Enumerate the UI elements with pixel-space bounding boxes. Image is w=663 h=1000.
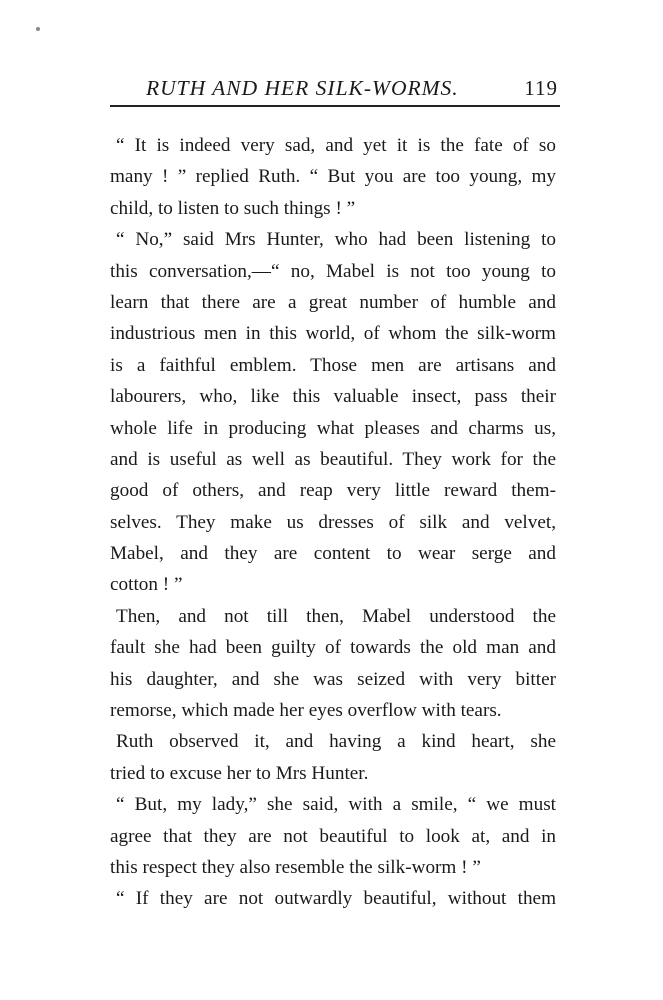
page-number: 119 bbox=[524, 76, 558, 100]
text-line: “ But, my lady,” she said, with a smile, “ we must bbox=[116, 794, 556, 816]
text-line: remorse, which made her eyes overflow with tears. bbox=[110, 700, 502, 722]
text-line: industrious men in this world, of whom the silk-worm bbox=[110, 323, 556, 345]
text-line: his daughter, and she was seized with very bitter bbox=[110, 668, 556, 690]
text-line: “ It is indeed very sad, and yet it is the fate of so bbox=[116, 135, 556, 156]
text-line: whole life in producing what pleases and charms us, bbox=[110, 417, 556, 439]
text-line: this respect they also resemble the silk-worm ! ” bbox=[110, 856, 481, 878]
text-line: learn that there are a great number of humble and bbox=[110, 291, 556, 313]
text-line: cotton ! ” bbox=[110, 574, 183, 596]
text-line: Mabel, and they are content to wear serge and bbox=[110, 543, 556, 565]
body-text bbox=[110, 130, 556, 915]
text-line: Then, and not till then, Mabel understood the bbox=[116, 605, 556, 627]
text-line: “ If they are not outwardly beautiful, without them bbox=[116, 888, 556, 910]
text-line: good of others, and reap very little reward them- bbox=[110, 480, 556, 502]
running-head bbox=[110, 74, 560, 106]
text-line: agree that they are not beautiful to look at, and in bbox=[110, 825, 556, 847]
text-line: selves. They make us dresses of silk and velvet, bbox=[110, 511, 556, 533]
text-line: this conversation,—“ no, Mabel is not too young to bbox=[110, 260, 556, 282]
text-line: many ! ” replied Ruth. “ But you are too young, my bbox=[110, 166, 556, 188]
text-line: and is useful as well as beautiful. They work for the bbox=[110, 448, 556, 470]
header-rule bbox=[110, 105, 560, 107]
text-line: child, to listen to such things ! ” bbox=[110, 197, 356, 219]
paper-speck bbox=[36, 27, 40, 31]
text-line: tried to excuse her to Mrs Hunter. bbox=[110, 762, 369, 784]
text-line: Ruth observed it, and having a kind heart, she bbox=[116, 731, 556, 753]
text-line: fault she had been guilty of towards the old man and bbox=[110, 637, 556, 659]
text-line: “ No,” said Mrs Hunter, who had been listening to bbox=[116, 229, 556, 251]
text-line: labourers, who, like this valuable insect, pass their bbox=[110, 386, 556, 408]
text-line: is a faithful emblem. Those men are artisans and bbox=[110, 354, 556, 376]
running-title: RUTH AND HER SILK-WORMS. bbox=[146, 76, 459, 100]
